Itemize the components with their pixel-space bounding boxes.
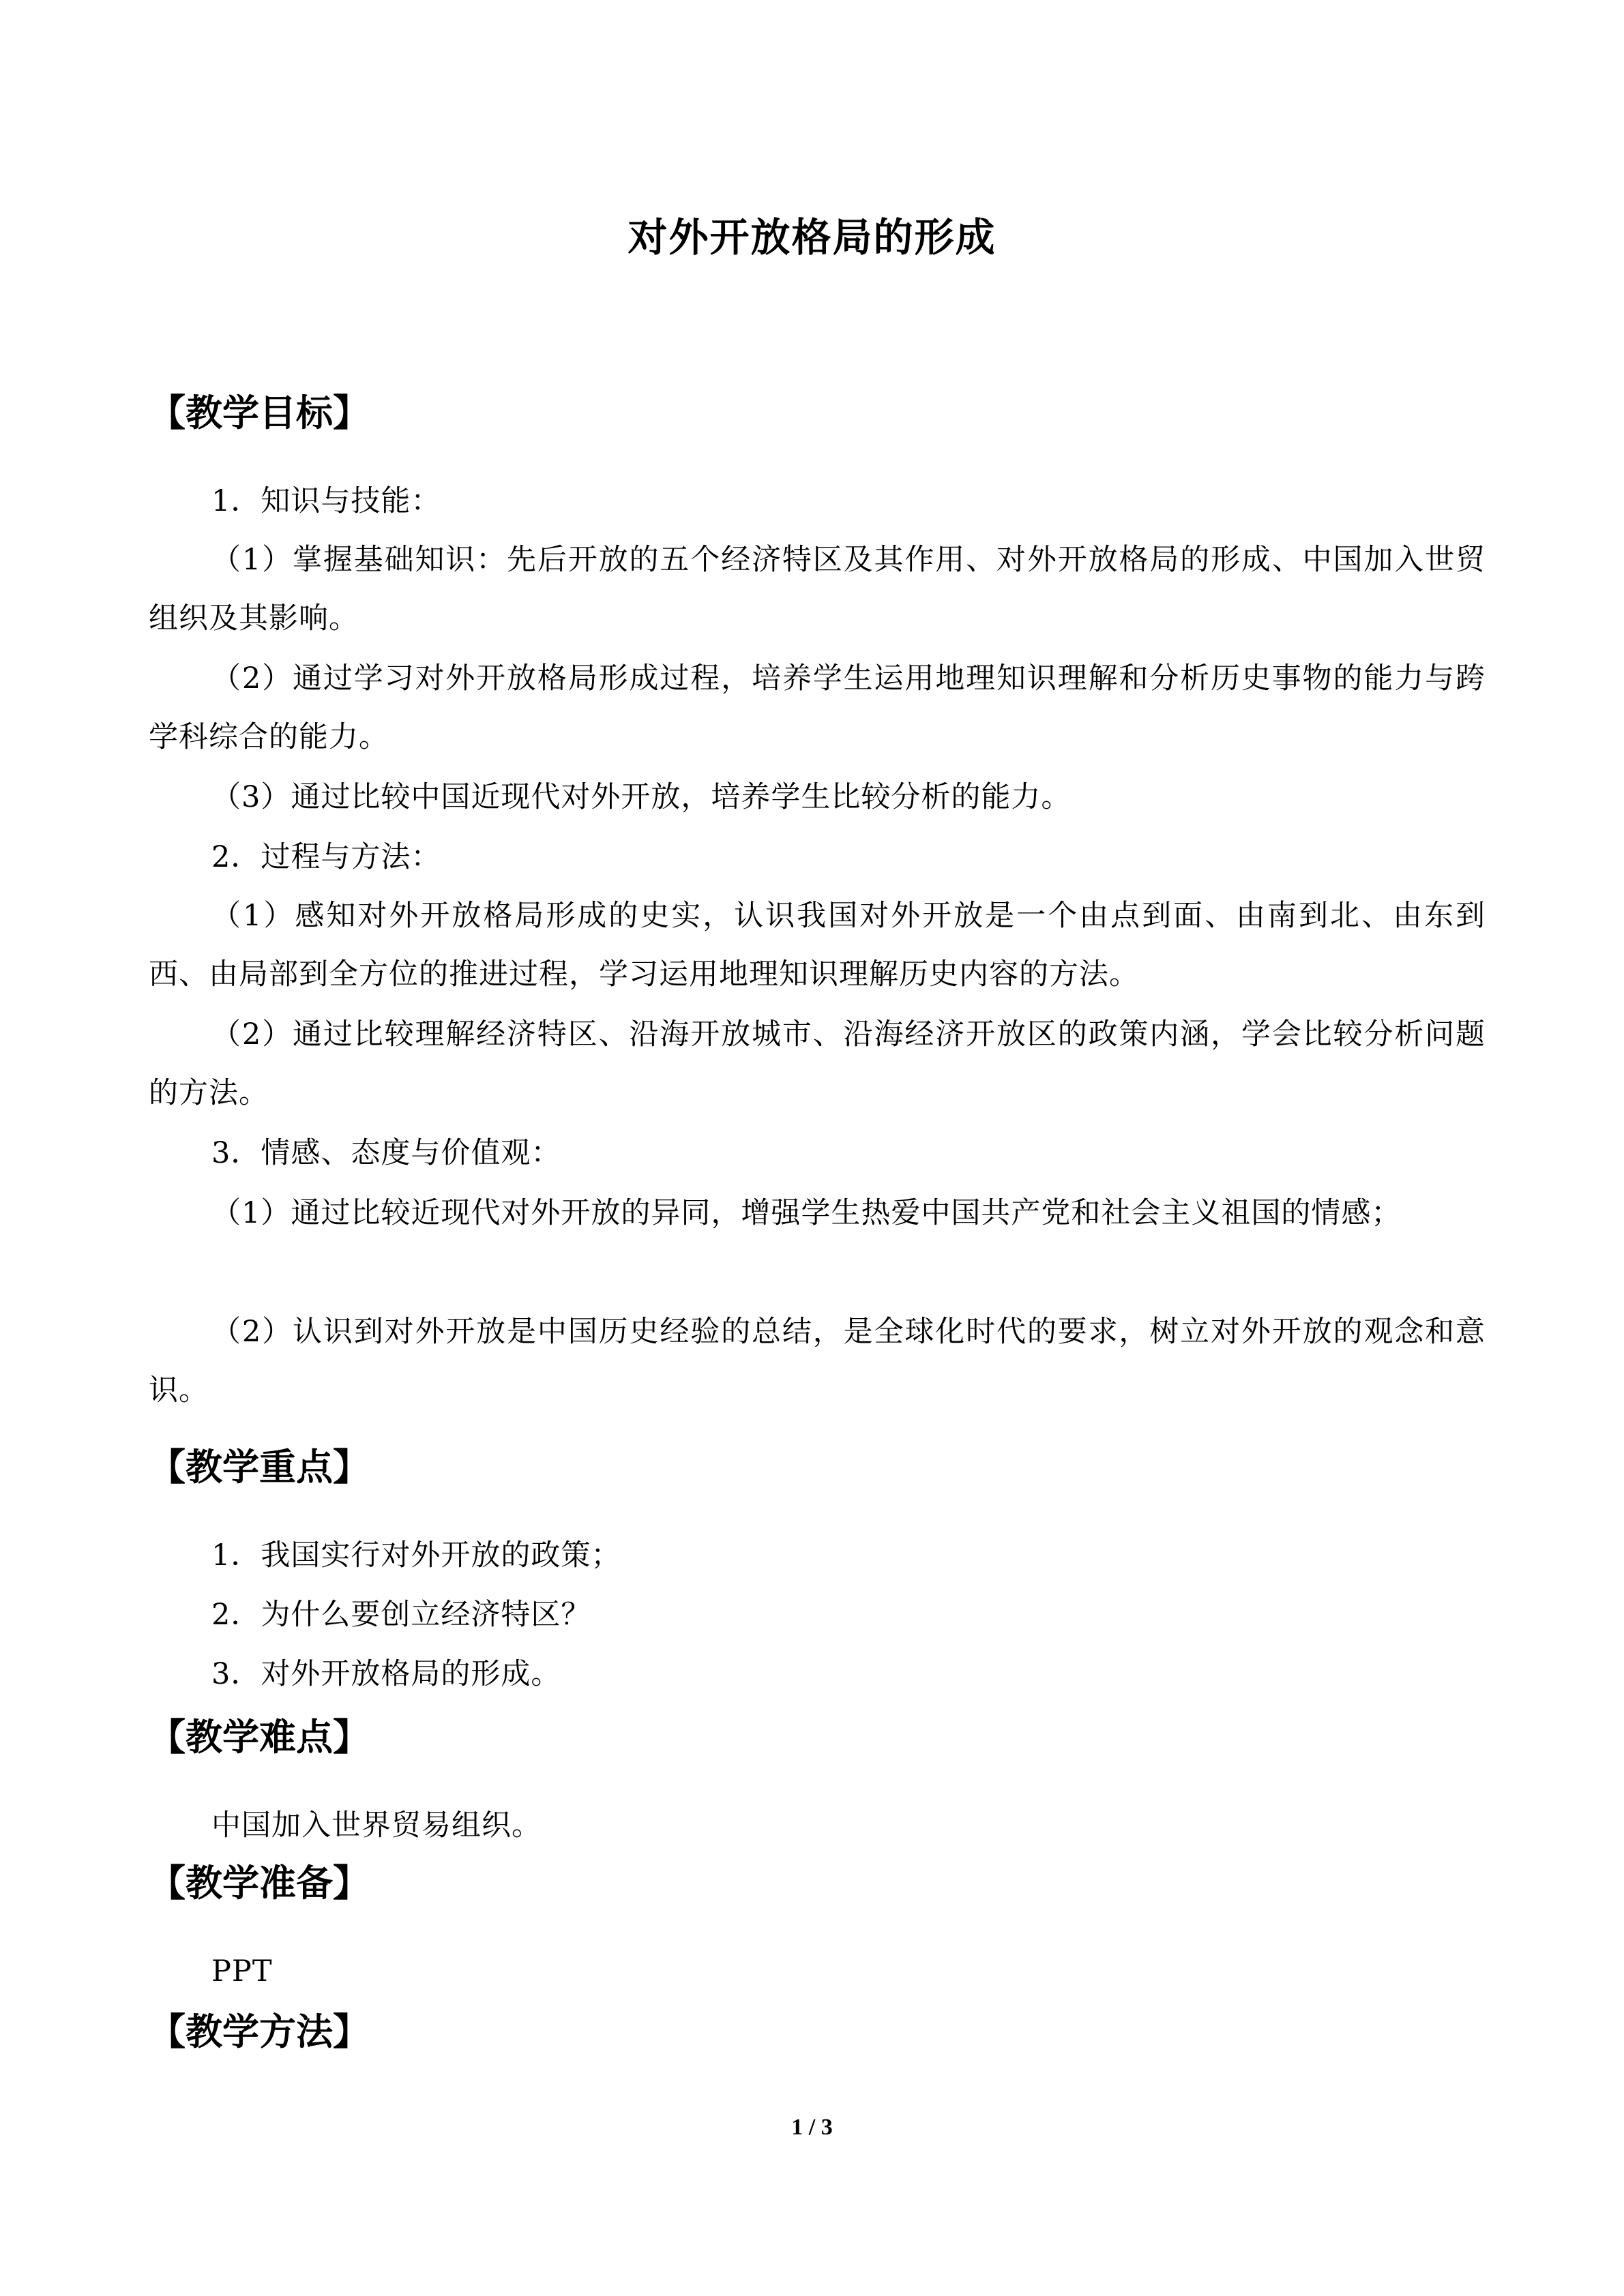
objective-item: 1．知识与技能： (211, 484, 441, 518)
key-point-item: 2．为什么要创立经济特区？ (211, 1598, 591, 1632)
key-point-item: 3．对外开放格局的形成。 (211, 1657, 561, 1691)
section-heading-key-points: 【教学重点】 (149, 1446, 370, 1489)
objective-item: （2）认识到对外开放是中国历史经验的总结，是全球化时代的要求，树立对外开放的观念和意识。 (149, 1315, 1486, 1407)
section-heading-preparation: 【教学准备】 (149, 1862, 370, 1905)
document-title: 对外开放格局的形成 (628, 214, 996, 260)
objective-item: 3．情感、态度与价值观： (211, 1136, 561, 1170)
page-indicator: 1 / 3 (791, 2115, 833, 2140)
objective-item: （2）通过学习对外开放格局形成过程，培养学生运用地理知识理解和分析历史事物的能力与跨学科综合的能力。 (149, 661, 1486, 754)
section-heading-difficulties: 【教学难点】 (149, 1716, 370, 1759)
key-point-item: 1．我国实行对外开放的政策； (211, 1538, 621, 1572)
objective-item: （1）掌握基础知识：先后开放的五个经济特区及其作用、对外开放格局的形成、中国加入世贸组织及其影响。 (149, 543, 1486, 636)
objective-item: （1）感知对外开放格局形成的史实，认识我国对外开放是一个由点到面、由南到北、由东到西、由局部到全方位的推进过程，学习运用地理知识理解历史内容的方法。 (149, 899, 1486, 992)
difficulty-text: 中国加入世界贸易组织。 (211, 1808, 542, 1843)
section-heading-methods: 【教学方法】 (149, 2010, 370, 2053)
section-heading-objectives: 【教学目标】 (149, 391, 370, 434)
objective-item: （1）通过比较近现代对外开放的异同，增强学生热爱中国共产党和社会主义祖国的情感； (211, 1196, 1402, 1230)
preparation-text: PPT (211, 1954, 273, 1988)
objective-item: （2）通过比较理解经济特区、沿海开放城市、沿海经济开放区的政策内涵，学会比较分析问题的方法。 (149, 1017, 1486, 1110)
objective-item: （3）通过比较中国近现代对外开放，培养学生比较分析的能力。 (211, 780, 1072, 814)
objective-item: 2．过程与方法： (211, 840, 441, 874)
